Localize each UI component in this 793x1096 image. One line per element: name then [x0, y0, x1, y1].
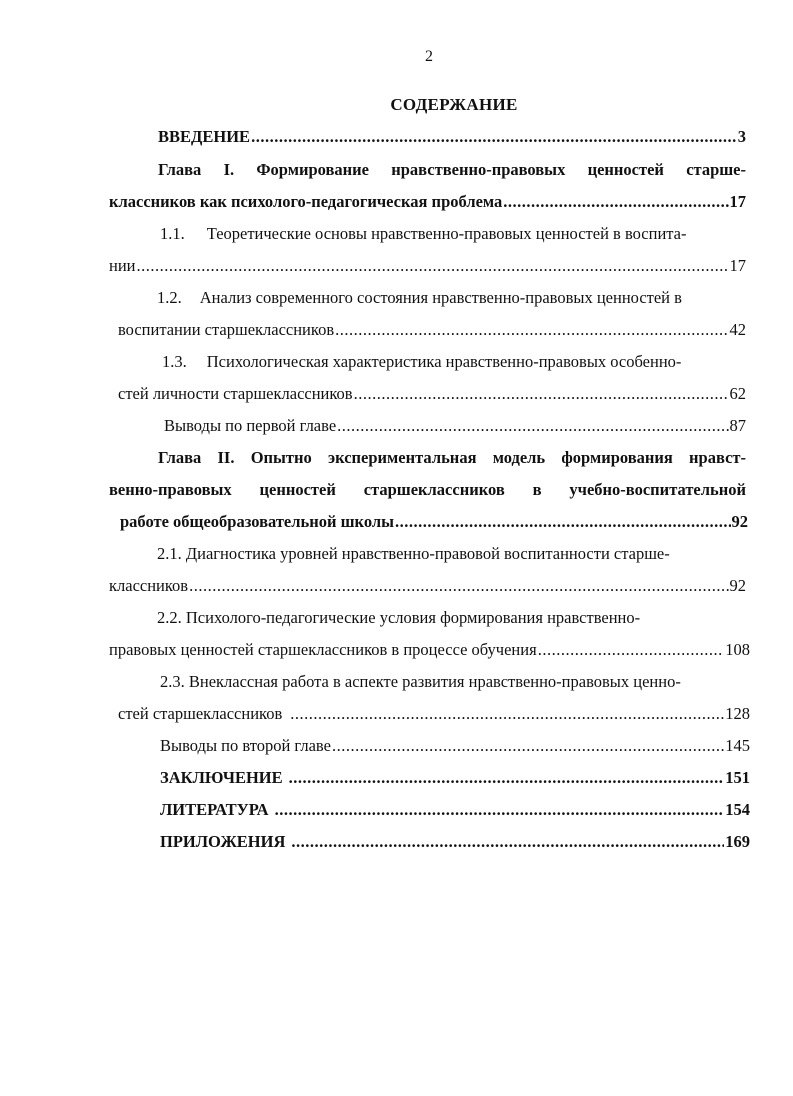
- toc-entry-page: 154: [725, 800, 750, 819]
- section-number: 1.3.: [162, 352, 187, 371]
- toc-entry-label: Выводы по первой главе: [164, 416, 337, 435]
- toc-entry-page: 42: [729, 320, 746, 339]
- dot-leader: [395, 512, 730, 532]
- toc-entry-section-1-1-cont[interactable]: [109, 256, 746, 276]
- toc-entry-chapter-1[interactable]: [158, 160, 746, 180]
- toc-entry-label: нии: [109, 256, 136, 275]
- dot-leader: [275, 800, 725, 820]
- toc-entry-chapter-2-cont[interactable]: [109, 480, 746, 500]
- toc-entry-page: 92: [731, 512, 748, 531]
- toc-entry-section-1-2[interactable]: [157, 288, 757, 308]
- toc-entry-conclusion[interactable]: [160, 768, 750, 788]
- toc-entry-section-1-1[interactable]: [160, 224, 748, 244]
- toc-entry-label: правовых ценностей старшеклассников в процессе обучения: [109, 640, 537, 659]
- toc-entry-label: Глава I. Формирование нравственно-правовых ценностей старше-: [158, 160, 746, 179]
- toc-entry-label: стей личности старшеклассников: [118, 384, 353, 403]
- toc-entry-page: 3: [737, 127, 746, 146]
- toc-entry-page: 17: [729, 192, 746, 211]
- toc-entry-chapter-2[interactable]: [158, 448, 746, 468]
- toc-entry-section-2-3-cont[interactable]: [118, 704, 750, 724]
- toc-entry-chapter-2-cont-2[interactable]: [120, 512, 748, 532]
- toc-entry-page: 17: [729, 256, 746, 275]
- toc-entry-chapter-1-conclusions[interactable]: [164, 416, 746, 436]
- dot-leader: [503, 192, 728, 212]
- toc-title: СОДЕРЖАНИЕ: [390, 95, 518, 114]
- toc-entry-label: ВВЕДЕНИЕ: [158, 127, 251, 146]
- toc-entry-intro[interactable]: [158, 127, 746, 147]
- toc-entry-chapter-2-conclusions[interactable]: [160, 736, 750, 756]
- toc-entry-label: воспитании старшеклассников: [118, 320, 335, 339]
- toc-entry-label: Глава II. Опытно экспериментальная модель формирования нравст-: [158, 448, 746, 467]
- toc-entry-section-2-1[interactable]: [157, 544, 747, 564]
- toc-entry-label: 2.3. Внеклассная работа в аспекте развития нравственно-правовых ценно-: [160, 672, 681, 691]
- toc-entry-literature[interactable]: [160, 800, 750, 820]
- toc-entry-page: 92: [729, 576, 746, 595]
- toc-entry-label: Анализ современного состояния нравственно-правовых ценностей в: [199, 288, 682, 307]
- dot-leader: [290, 704, 724, 724]
- toc-entry-label: ПРИЛОЖЕНИЯ: [160, 832, 286, 851]
- toc-entry-label: работе общеобразовательной школы: [120, 512, 395, 531]
- toc-entry-label: классников как психолого-педагогическая проблема: [109, 192, 503, 211]
- toc-entry-section-1-3[interactable]: [162, 352, 752, 372]
- section-number: 1.1.: [160, 224, 185, 243]
- toc-entry-page: 108: [725, 640, 750, 659]
- toc-entry-label: Выводы по второй главе: [160, 736, 331, 755]
- toc-entry-label: ЗАКЛЮЧЕНИЕ: [160, 768, 283, 787]
- toc-entry-label: Психологическая характеристика нравственно-правовых особенно-: [206, 352, 682, 371]
- toc-entry-section-1-3-cont[interactable]: [118, 384, 746, 404]
- section-number: 1.2.: [157, 288, 182, 307]
- dot-leader: [335, 320, 728, 340]
- toc-entry-label: ЛИТЕРАТУРА: [160, 800, 269, 819]
- toc-entry-page: 145: [725, 736, 750, 755]
- toc-entry-label: классников: [109, 576, 189, 595]
- dot-leader: [251, 127, 737, 147]
- toc-entry-appendices[interactable]: [160, 832, 750, 852]
- toc-entry-section-2-3[interactable]: [160, 672, 750, 692]
- toc-entry-page: 128: [725, 704, 750, 723]
- dot-leader: [332, 736, 724, 756]
- dot-leader: [337, 416, 728, 436]
- toc-entry-label: венно-правовых ценностей старшеклассников в учебно-воспитательной: [109, 480, 746, 499]
- dot-leader: [289, 768, 725, 788]
- toc-entry-section-2-1-cont[interactable]: [109, 576, 746, 596]
- toc-entry-page: 169: [725, 832, 750, 851]
- dot-leader: [354, 384, 729, 404]
- dot-leader: [538, 640, 725, 660]
- toc-entry-label: стей старшеклассников: [118, 704, 283, 723]
- toc-entry-page: 62: [729, 384, 746, 403]
- toc-entry-page: 87: [729, 416, 746, 435]
- toc-entry-label: 2.1. Диагностика уровней нравственно-правовой воспитанности старше-: [157, 544, 670, 563]
- dot-leader: [291, 832, 724, 852]
- toc-entry-page: 151: [725, 768, 750, 787]
- dot-leader: [137, 256, 729, 276]
- toc-entry-section-2-2-cont[interactable]: [109, 640, 750, 660]
- toc-entry-section-1-2-cont[interactable]: [118, 320, 746, 340]
- toc-entry-chapter-1-cont[interactable]: [109, 192, 746, 212]
- page-number: 2: [425, 48, 433, 65]
- toc-entry-section-2-2[interactable]: [157, 608, 747, 628]
- toc-entry-label: 2.2. Психолого-педагогические условия формирования нравственно-: [157, 608, 641, 627]
- toc-entry-label: Теоретические основы нравственно-правовых ценностей в воспита-: [206, 224, 687, 243]
- dot-leader: [189, 576, 728, 596]
